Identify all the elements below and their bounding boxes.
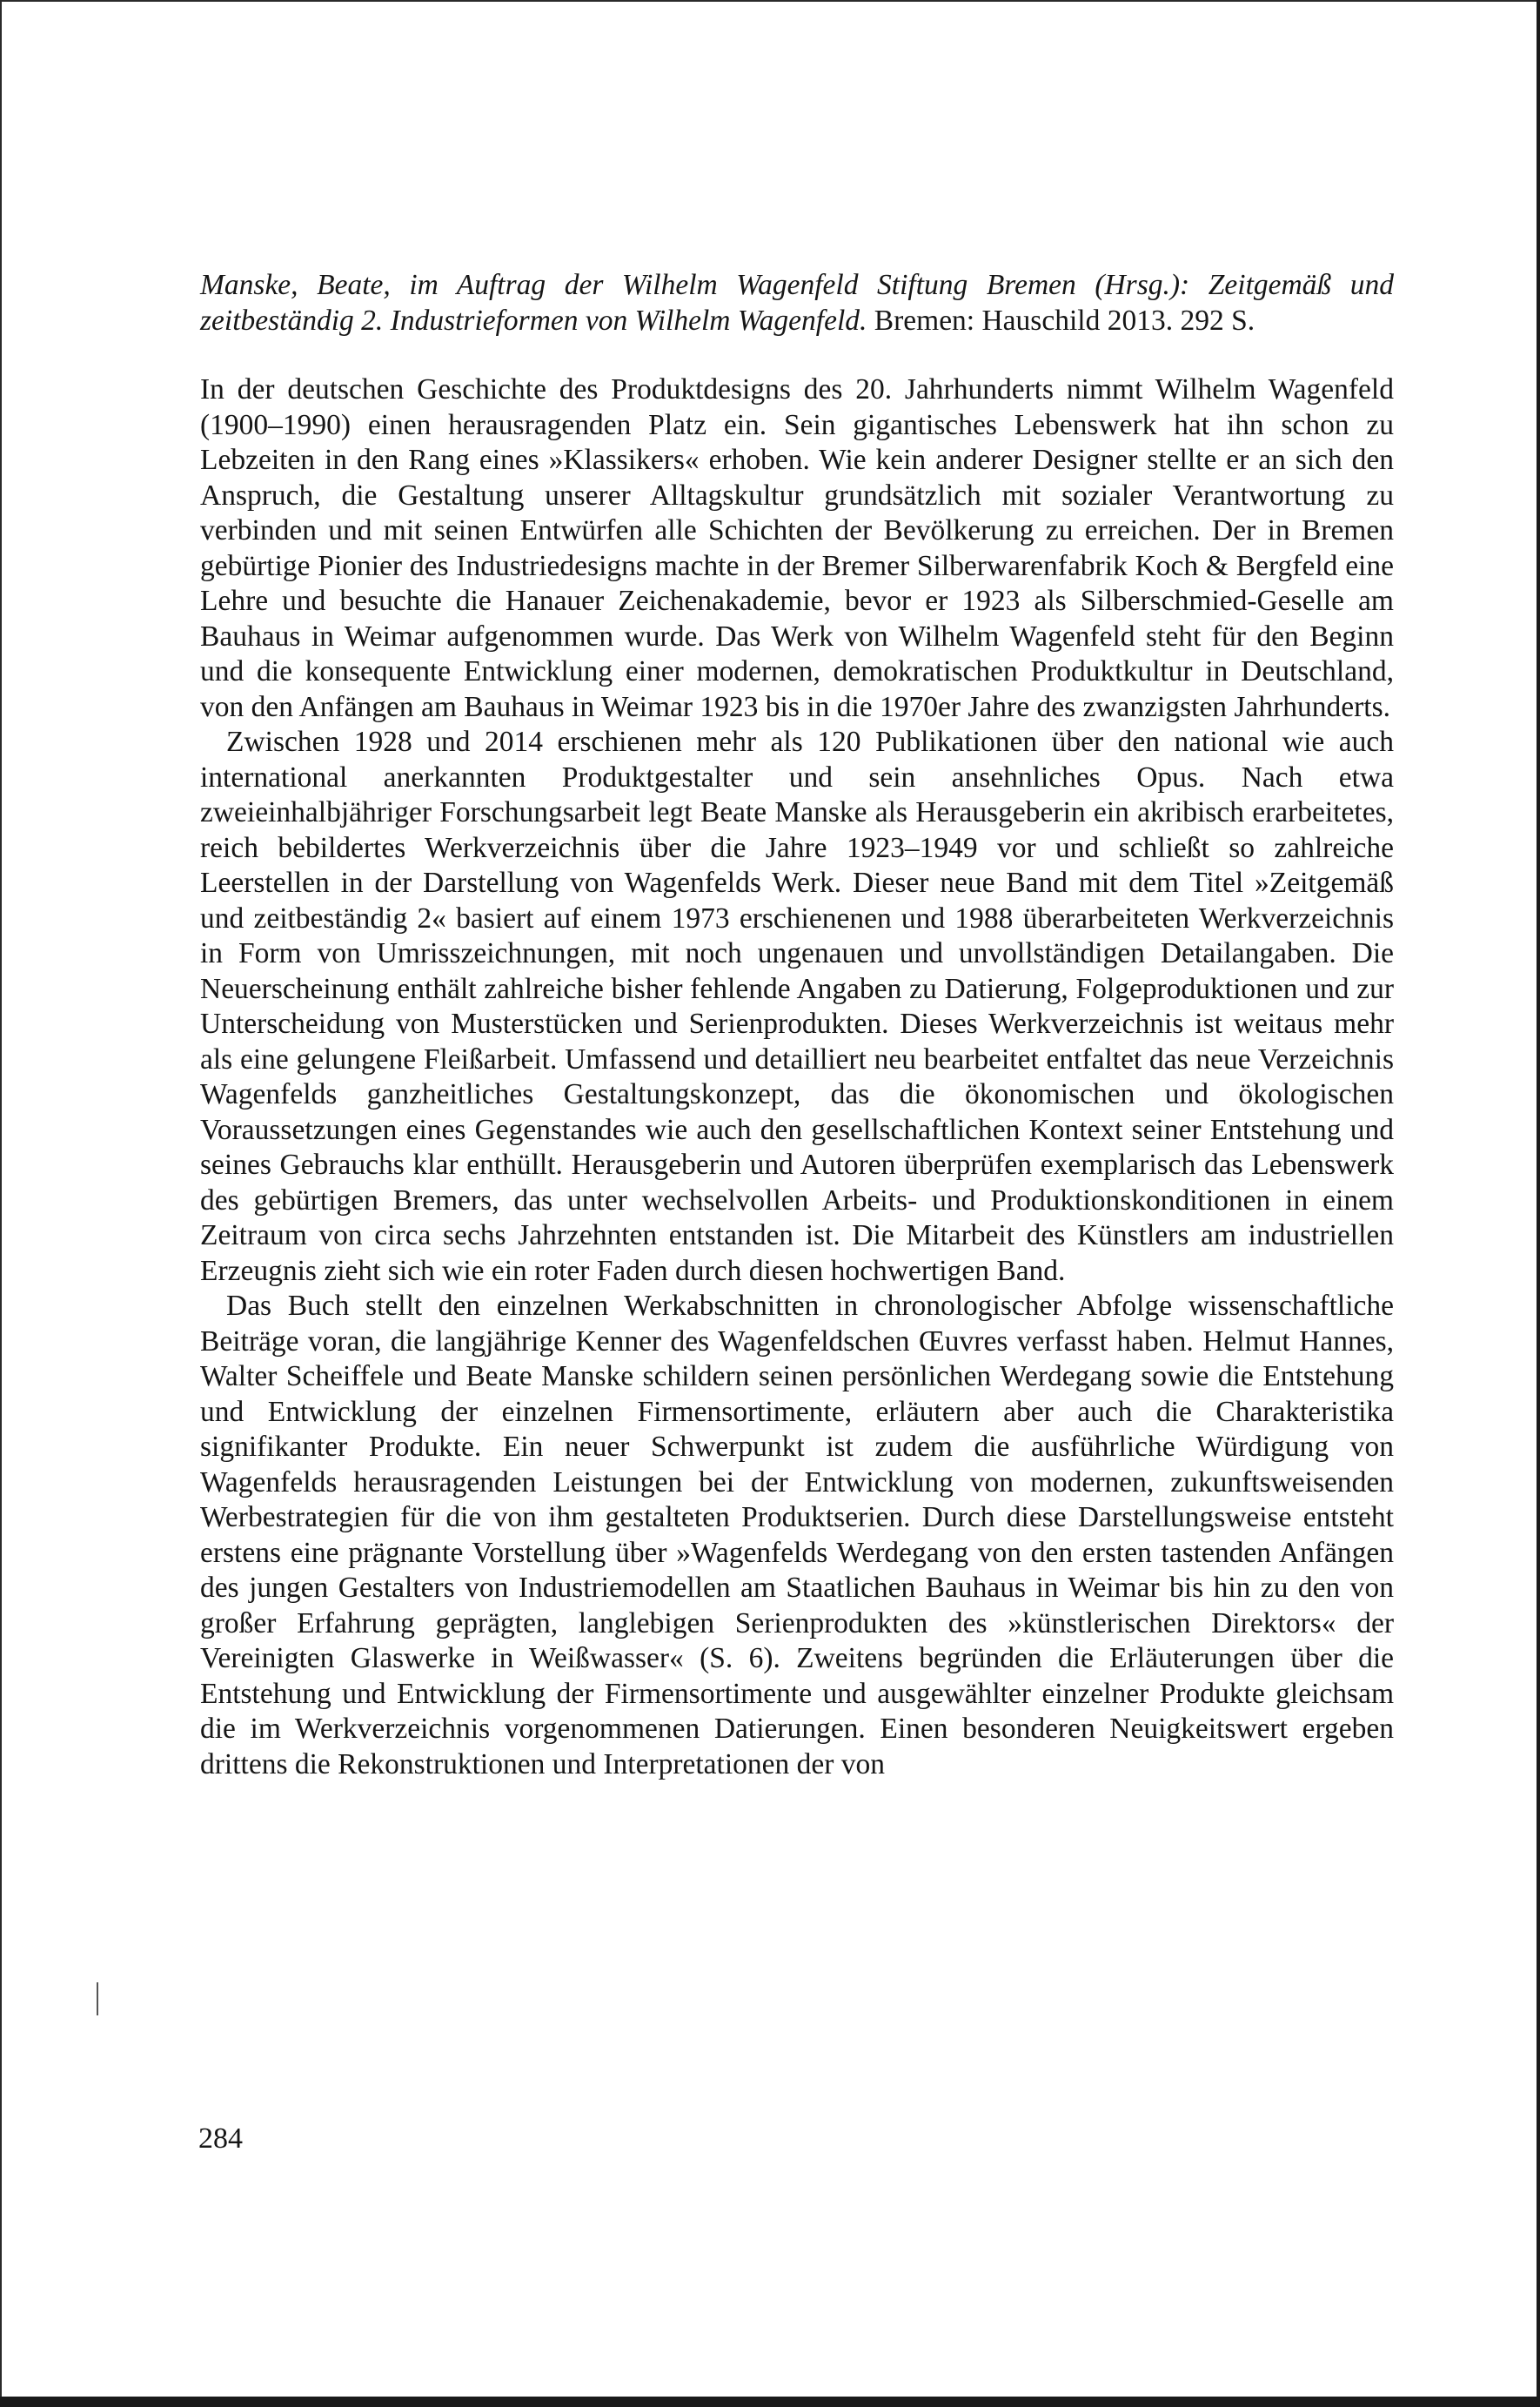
scan-border-top <box>0 0 1540 2</box>
citation-editor-title: Manske, Beate, im Auftrag der Wilhelm Wagenfeld Stiftung Bremen (Hrsg.): Zeitgemäß und zeitbeständig 2. Industrieformen von Wilhelm Wagenfeld. <box>200 269 1394 337</box>
scan-border-right <box>1537 0 1540 2407</box>
scan-border-left <box>0 0 2 2407</box>
paragraph-3: Das Buch stellt den einzelnen Werkabschnitten in chronologischer Abfolge wissenschaftliche Beiträge voran, die langjährige Kenner des Wagenfeldschen Œuvres verfasst haben. Helmut Hannes, Walter Scheiffele und Beate Manske schildern seinen persönlichen Werdegang sowie die Entstehung und Entwicklung der einzelnen Firmensortimente, erläutern aber auch die Charakteristika signifikanter Produkte. Ein neuer Schwerpunkt ist zudem die ausführliche Würdigung von Wagenfelds herausragenden Leistungen bei der Entwicklung von modernen, zukunftsweisenden Werbestrategien für die von ihm gestalteten Produktserien. Durch diese Darstellungsweise entsteht erstens eine prägnante Vorstellung über »Wagenfelds Werdegang von den ersten tastenden Anfängen des jungen Gestalters von Industriemodellen am Staatlichen Bauhaus in Weimar bis hin zu den von großer Erfahrung geprägten, langlebigen Serienprodukten des »künstlerischen Direktors« der Vereinigten Glaswerke in Weißwasser« (S. 6). Zweitens begründen die Erläuterungen über die Entstehung und Entwicklung der Firmensortimente und ausgewählter einzelner Produkte gleichsam die im Werkverzeichnis vorgenommenen Datierungen. Einen besonderen Neuigkeitswert ergeben drittens die Rekonstruktionen und Interpretationen der von <box>200 1290 1394 1780</box>
page-number: 284 <box>198 2122 243 2155</box>
margin-mark <box>97 1982 98 2015</box>
paragraph-2: Zwischen 1928 und 2014 erschienen mehr als 120 Publikationen über den national wie auch international anerkannten Produktgestalter und sein ansehnliches Opus. Nach etwa zweieinhalbjähriger Forschungsarbeit legt Beate Manske als Herausgeberin ein akribisch erarbeitetes, reich bebildertes Werkverzeichnis über die Jahre 1923–1949 vor und schließt so zahlreiche Leerstellen in der Darstellung von Wagenfelds Werk. Dieser neue Band mit dem Titel »Zeitgemäß und zeitbeständig 2« basiert auf einem 1973 erschienenen und 1988 überarbeiteten Werkverzeichnis in Form von Umrisszeichnungen, mit noch ungenauen und unvollständigen Detailangaben. Die Neuerscheinung enthält zahlreiche bisher fehlende Angaben zu Datierung, Folgeproduktionen und zur Unterscheidung von Musterstücken und Serienprodukten. Dieses Werkverzeichnis ist weitaus mehr als eine gelungene Fleißarbeit. Umfassend und detailliert neu bearbeitet entfaltet das neue Verzeichnis Wagenfelds ganzheitliches Gestaltungskonzept, das die ökonomischen und ökologischen Voraussetzungen eines Gegenstandes wie auch den gesellschaftlichen Kontext seiner Entstehung und seines Gebrauchs klar enthüllt. Herausgeberin und Autoren überprüfen exemplarisch das Lebenswerk des gebürtigen Bremers, das unter wechselvollen Arbeits- und Produktionskonditionen in einem Zeitraum von circa sechs Jahrzehnten entstanden ist. Die Mitarbeit des Künstlers am industriellen Erzeugnis zieht sich wie ein roter Faden durch diesen hochwertigen Band. <box>200 726 1394 1287</box>
review-citation <box>200 268 1394 339</box>
page-body <box>200 268 1394 1782</box>
citation-publication: Bremen: Hauschild 2013. 292 S. <box>874 304 1255 337</box>
scan-border-bottom <box>0 2397 1540 2407</box>
paragraph-1: In der deutschen Geschichte des Produktdesigns des 20. Jahrhunderts nimmt Wilhelm Wagenfeld (1900–1990) einen herausragenden Platz ein. Sein gigantisches Lebenswerk hat ihn schon zu Lebzeiten in den Rang eines »Klassikers« erhoben. Wie kein anderer Designer stellte er an sich den Anspruch, die Gestaltung unserer Alltagskultur grundsätzlich mit sozialer Verantwortung zu verbinden und mit seinen Entwürfen alle Schichten der Bevölkerung zu erreichen. Der in Bremen gebürtige Pionier des Industriedesigns machte in der Bremer Silberwarenfabrik Koch & Bergfeld eine Lehre und besuchte die Hanauer Zeichenakademie, bevor er 1923 als Silberschmied-Geselle am Bauhaus in Weimar aufgenommen wurde. Das Werk von Wilhelm Wagenfeld steht für den Beginn und die konsequente Entwicklung einer modernen, demokratischen Produktkultur in Deutschland, von den Anfängen am Bauhaus in Weimar 1923 bis in die 1970er Jahre des zwanzigsten Jahrhunderts. <box>200 373 1394 723</box>
